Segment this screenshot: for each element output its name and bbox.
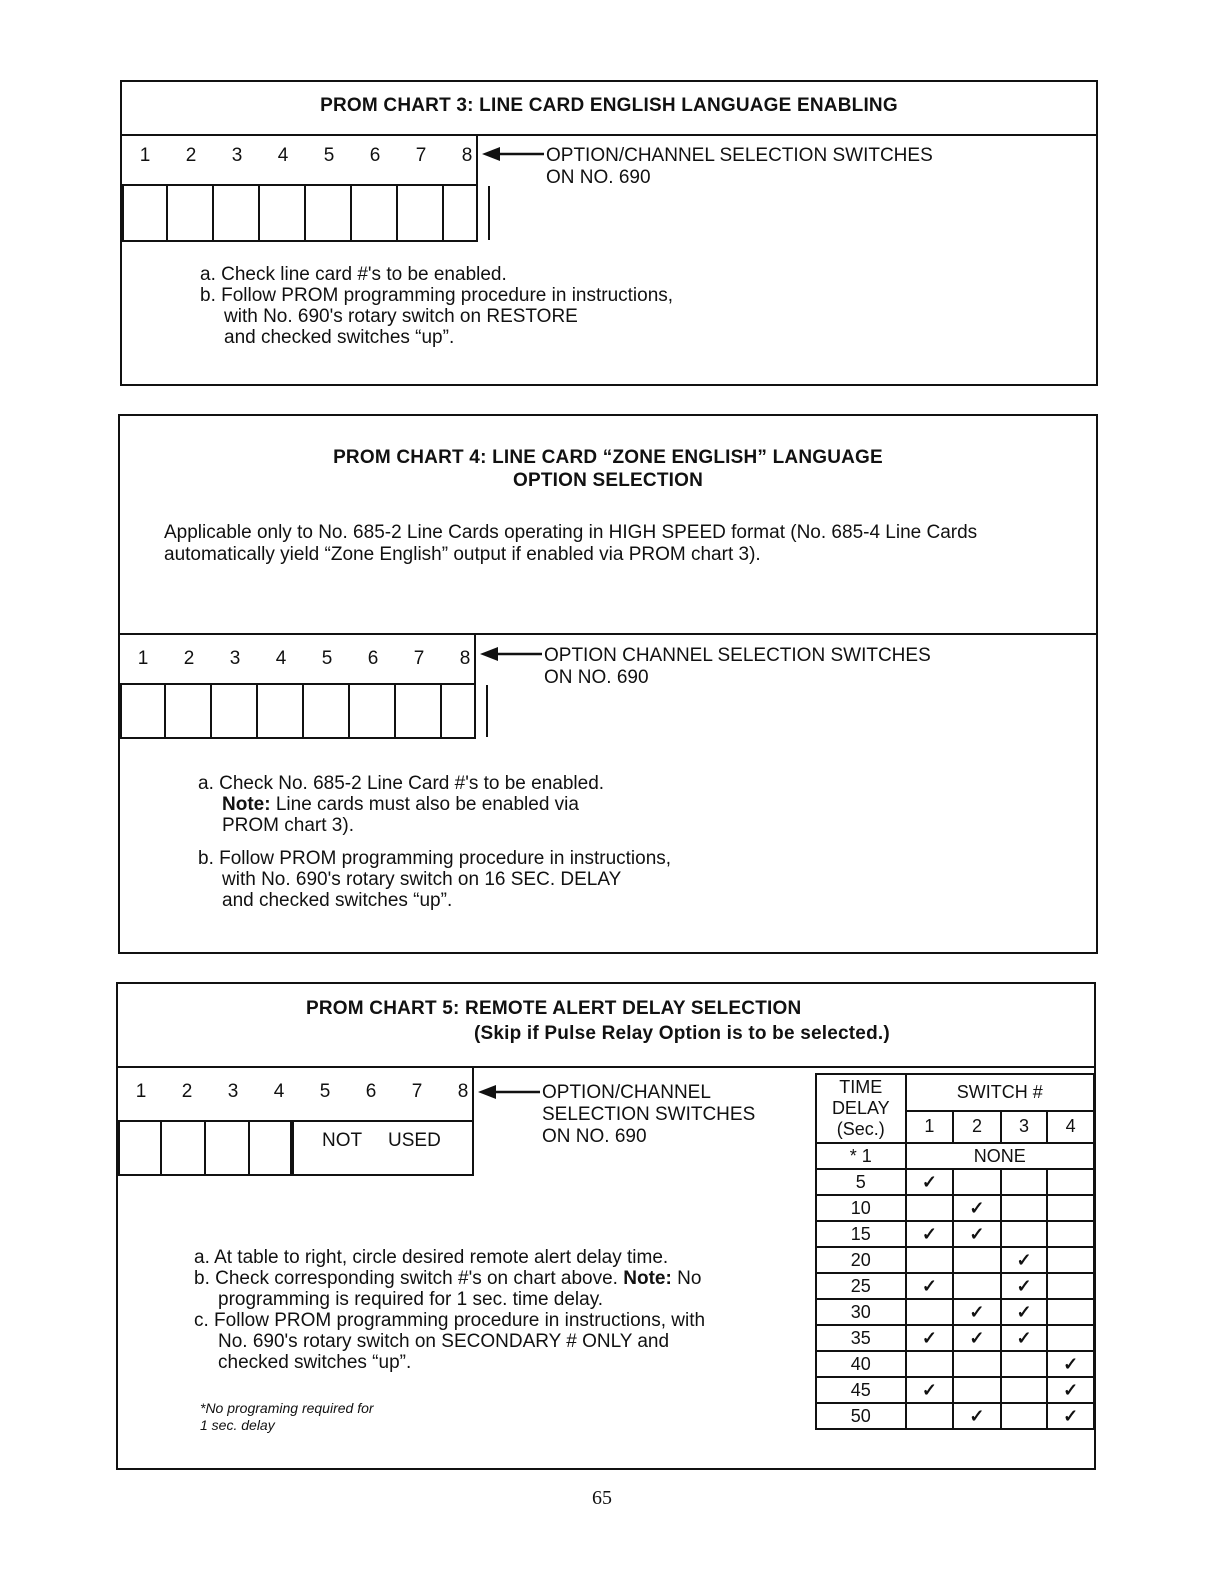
- check-mark-icon: ✓: [953, 1221, 1001, 1247]
- switch-number-5: 5: [319, 1081, 331, 1102]
- delay-row-none: [816, 1143, 1094, 1169]
- check-mark-icon: ✓: [1001, 1273, 1048, 1299]
- empty-switch-cell: [1047, 1247, 1094, 1273]
- chart-4-step-a2: [198, 794, 671, 815]
- switch-checkbox-6[interactable]: [350, 685, 396, 737]
- switch-number-5: 5: [323, 145, 335, 166]
- delay-row[interactable]: [816, 1169, 1094, 1195]
- empty-switch-cell: [906, 1403, 954, 1429]
- chart-5-switch-label-line1: OPTION/CHANNEL: [542, 1082, 711, 1103]
- empty-switch-cell: [953, 1169, 1001, 1195]
- chart-4-switch-numbers: [120, 648, 488, 670]
- chart-3-switch-cells: [122, 186, 490, 240]
- chart-4-step-b1: b. Follow PROM programming procedure in instructions,: [198, 848, 672, 869]
- switch-number-header: SWITCH #: [906, 1074, 1094, 1111]
- delay-table: [815, 1073, 1095, 1430]
- chart-5-switch-numbers: [118, 1081, 486, 1103]
- check-mark-icon: ✓: [953, 1403, 1001, 1429]
- switch-number-7: 7: [413, 648, 425, 669]
- check-mark-icon: ✓: [953, 1299, 1001, 1325]
- empty-switch-cell: [1001, 1377, 1048, 1403]
- switch-number-2: 2: [183, 648, 195, 669]
- time-delay-header: [816, 1074, 906, 1143]
- chart-5-switch-label-line3: ON NO. 690: [542, 1126, 647, 1147]
- switch-checkbox-1[interactable]: [118, 1122, 162, 1174]
- chart-4-title: [118, 446, 1098, 492]
- chart-4-description-line1: Applicable only to No. 685-2 Line Cards operating in HIGH SPEED format (No. 685-4 Line Cards: [164, 522, 978, 543]
- time-header-line1: TIME: [839, 1077, 883, 1097]
- switch-number-4: 4: [275, 648, 287, 669]
- switch-number-1: 1: [137, 648, 149, 669]
- chart-4-step-b2: with No. 690's rotary switch on 16 SEC. DELAY: [222, 869, 622, 890]
- switch-checkbox-4[interactable]: [258, 685, 304, 737]
- delay-row[interactable]: [816, 1195, 1094, 1221]
- empty-switch-cell: [1047, 1325, 1094, 1351]
- chart-4-step-a1: a. Check No. 685-2 Line Card #'s to be enabled.: [198, 773, 605, 794]
- empty-switch-cell: [1001, 1221, 1048, 1247]
- footnote-line2: 1 sec. delay: [200, 1417, 275, 1433]
- check-mark-icon: ✓: [953, 1195, 1001, 1221]
- switch-checkbox-2[interactable]: [166, 685, 212, 737]
- chart-5-step-b3: programming is required for 1 sec. time delay.: [218, 1289, 604, 1310]
- chart-3-step-b2: with No. 690's rotary switch on RESTORE: [224, 306, 578, 327]
- chart-5-step-b1: [194, 1268, 705, 1289]
- empty-switch-cell: [906, 1299, 954, 1325]
- empty-switch-cell: [953, 1247, 1001, 1273]
- check-mark-icon: ✓: [1001, 1325, 1048, 1351]
- check-mark-icon: ✓: [1047, 1403, 1094, 1429]
- switch-checkbox-2[interactable]: [162, 1122, 206, 1174]
- time-header-line3: (Sec.): [836, 1119, 885, 1139]
- switch-col-3: 3: [1001, 1111, 1048, 1143]
- not-label: NOT: [322, 1130, 363, 1151]
- chart-5-footnote: [200, 1400, 374, 1434]
- switch-checkbox-1[interactable]: [122, 186, 168, 240]
- check-mark-icon: ✓: [906, 1377, 954, 1403]
- chart-3-switch-label: [546, 145, 933, 189]
- switch-col-2: 2: [953, 1111, 1001, 1143]
- chart-4-title-line1: PROM CHART 4: LINE CARD “ZONE ENGLISH” LANGUAGE: [333, 447, 883, 468]
- empty-switch-cell: [1047, 1195, 1094, 1221]
- chart-5-step-c3: checked switches “up”.: [218, 1352, 412, 1373]
- switch-number-6: 6: [365, 1081, 377, 1102]
- switch-number-3: 3: [227, 1081, 239, 1102]
- delay-time-cell[interactable]: 45: [816, 1377, 906, 1403]
- arrow-left-icon: [480, 646, 542, 662]
- switch-checkbox-3[interactable]: [206, 1122, 250, 1174]
- empty-switch-cell: [1047, 1221, 1094, 1247]
- chart-4-step-b3: and checked switches “up”.: [222, 890, 453, 911]
- chart-5-title-line2: (Skip if Pulse Relay Option is to be selected.): [474, 1023, 890, 1044]
- empty-switch-cell: [1001, 1403, 1048, 1429]
- chart-3-step-b1: b. Follow PROM programming procedure in instructions,: [200, 285, 674, 306]
- empty-switch-cell: [906, 1195, 954, 1221]
- switch-number-7: 7: [411, 1081, 423, 1102]
- switch-number-4: 4: [273, 1081, 285, 1102]
- switch-number-6: 6: [369, 145, 381, 166]
- chart-5-step-b1-text: b. Check corresponding switch #'s on chart above.: [194, 1268, 618, 1289]
- chart-5-title: [116, 996, 1096, 1046]
- chart-4-note-text: Line cards must also be enabled via: [270, 794, 579, 815]
- delay-row[interactable]: [816, 1403, 1094, 1429]
- switch-number-7: 7: [415, 145, 427, 166]
- empty-switch-cell: [1047, 1169, 1094, 1195]
- delay-time-cell[interactable]: 25: [816, 1273, 906, 1299]
- chart-3-switch-label-line1: OPTION/CHANNEL SELECTION SWITCHES: [546, 145, 933, 166]
- switch-checkbox-3[interactable]: [214, 186, 260, 240]
- chart-5-step-c1: c. Follow PROM programming procedure in instructions, with: [194, 1310, 706, 1331]
- switch-number-1: 1: [139, 145, 151, 166]
- chart-4-switch-label-line2: ON NO. 690: [544, 667, 649, 688]
- check-mark-icon: ✓: [1047, 1351, 1094, 1377]
- empty-switch-cell: [953, 1351, 1001, 1377]
- chart-5-instructions: [194, 1247, 705, 1373]
- switch-number-1: 1: [135, 1081, 147, 1102]
- delay-row[interactable]: [816, 1325, 1094, 1351]
- chart-5-step-a: a. At table to right, circle desired remote alert delay time.: [194, 1247, 669, 1268]
- empty-switch-cell: [1001, 1169, 1048, 1195]
- switch-checkbox-7[interactable]: [398, 186, 444, 240]
- chart-4-description-line2: automatically yield “Zone English” output if enabled via PROM chart 3).: [164, 544, 761, 565]
- chart-3-instructions: [200, 264, 673, 348]
- footnote-line1: *No programing required for: [200, 1400, 374, 1416]
- delay-time-cell[interactable]: 50: [816, 1403, 906, 1429]
- delay-table-header-row: [816, 1074, 1094, 1111]
- delay-row[interactable]: [816, 1351, 1094, 1377]
- empty-switch-cell: [1001, 1195, 1048, 1221]
- switch-number-2: 2: [181, 1081, 193, 1102]
- delay-time-cell[interactable]: 20: [816, 1247, 906, 1273]
- switch-checkbox-2[interactable]: [168, 186, 214, 240]
- delay-time-cell[interactable]: 10: [816, 1195, 906, 1221]
- chart-4-title-line2: OPTION SELECTION: [512, 470, 704, 491]
- switch-number-5: 5: [321, 648, 333, 669]
- chart-5-step-c2: No. 690's rotary switch on SECONDARY # ONLY and: [218, 1331, 670, 1352]
- chart-3-switch-label-line2: ON NO. 690: [546, 167, 651, 188]
- switch-number-3: 3: [231, 145, 243, 166]
- switch-checkbox-8[interactable]: [442, 685, 488, 737]
- chart-4-switch-label: [544, 645, 931, 689]
- chart-3-switch-numbers: [122, 145, 490, 167]
- switch-checkbox-6[interactable]: [352, 186, 398, 240]
- empty-switch-cell: [1001, 1351, 1048, 1377]
- switch-checkbox-4[interactable]: [260, 186, 306, 240]
- arrow-left-icon: [478, 1084, 540, 1100]
- switch-checkbox-5[interactable]: [306, 186, 352, 240]
- switch-number-6: 6: [367, 648, 379, 669]
- chart-5-title-line1: PROM CHART 5: REMOTE ALERT DELAY SELECTION: [306, 998, 802, 1019]
- check-mark-icon: ✓: [906, 1325, 954, 1351]
- empty-switch-cell: [1047, 1273, 1094, 1299]
- switch-checkbox-4[interactable]: [250, 1122, 294, 1174]
- chart-4-switch-cells: [120, 685, 488, 737]
- empty-switch-cell: [1047, 1299, 1094, 1325]
- chart-3-title: PROM CHART 3: LINE CARD ENGLISH LANGUAGE ENABLING: [320, 95, 898, 116]
- switch-number-8: 8: [461, 145, 473, 166]
- switch-number-3: 3: [229, 648, 241, 669]
- page-number: 65: [592, 1487, 612, 1509]
- check-mark-icon: ✓: [1001, 1247, 1048, 1273]
- switch-checkbox-5[interactable]: [304, 685, 350, 737]
- chart-3-step-b3: and checked switches “up”.: [224, 327, 455, 348]
- chart-5-switch-cells: [118, 1122, 294, 1174]
- empty-switch-cell: [953, 1273, 1001, 1299]
- switch-number-4: 4: [277, 145, 289, 166]
- delay-time-cell[interactable]: 40: [816, 1351, 906, 1377]
- switch-col-4: 4: [1047, 1111, 1094, 1143]
- chart-5-note-text: No: [671, 1268, 702, 1289]
- chart-4-switch-label-line1: OPTION CHANNEL SELECTION SWITCHES: [544, 645, 931, 666]
- switch-checkbox-7[interactable]: [396, 685, 442, 737]
- chart-4-description: [164, 522, 977, 566]
- delay-row[interactable]: [816, 1221, 1094, 1247]
- chart-4-note-label: Note:: [222, 794, 271, 815]
- check-mark-icon: ✓: [1001, 1299, 1048, 1325]
- switch-checkbox-1[interactable]: [120, 685, 166, 737]
- delay-time-cell: * 1: [816, 1143, 906, 1169]
- delay-time-cell[interactable]: 35: [816, 1325, 906, 1351]
- check-mark-icon: ✓: [906, 1273, 954, 1299]
- switch-number-8: 8: [459, 648, 471, 669]
- delay-time-cell[interactable]: 30: [816, 1299, 906, 1325]
- delay-row[interactable]: [816, 1247, 1094, 1273]
- switch-checkbox-3[interactable]: [212, 685, 258, 737]
- check-mark-icon: ✓: [1047, 1377, 1094, 1403]
- delay-row[interactable]: [816, 1377, 1094, 1403]
- delay-time-cell[interactable]: 15: [816, 1221, 906, 1247]
- switch-checkbox-8[interactable]: [444, 186, 490, 240]
- chart-5-note-label: Note:: [623, 1268, 672, 1289]
- delay-time-cell[interactable]: 5: [816, 1169, 906, 1195]
- chart-5-switch-label-line2: SELECTION SWITCHES: [542, 1104, 756, 1125]
- delay-row[interactable]: [816, 1273, 1094, 1299]
- check-mark-icon: ✓: [953, 1325, 1001, 1351]
- time-header-line2: DELAY: [831, 1098, 890, 1118]
- check-mark-icon: ✓: [906, 1169, 954, 1195]
- delay-row[interactable]: [816, 1299, 1094, 1325]
- switch-col-1: 1: [906, 1111, 954, 1143]
- empty-switch-cell: [906, 1247, 954, 1273]
- chart-5-cell-edge: [290, 1122, 292, 1174]
- switch-number-2: 2: [185, 145, 197, 166]
- chart-4-step-a3: PROM chart 3).: [222, 815, 354, 836]
- used-label: USED: [388, 1130, 441, 1151]
- chart-5-switch-label: [542, 1082, 755, 1148]
- check-mark-icon: ✓: [906, 1221, 954, 1247]
- empty-switch-cell: [953, 1377, 1001, 1403]
- none-cell: NONE: [906, 1143, 1094, 1169]
- empty-switch-cell: [906, 1351, 954, 1377]
- switch-number-8: 8: [457, 1081, 469, 1102]
- arrow-left-icon: [482, 146, 544, 162]
- chart-4-instructions: [198, 773, 671, 911]
- chart-3-step-a: a. Check line card #'s to be enabled.: [200, 264, 507, 285]
